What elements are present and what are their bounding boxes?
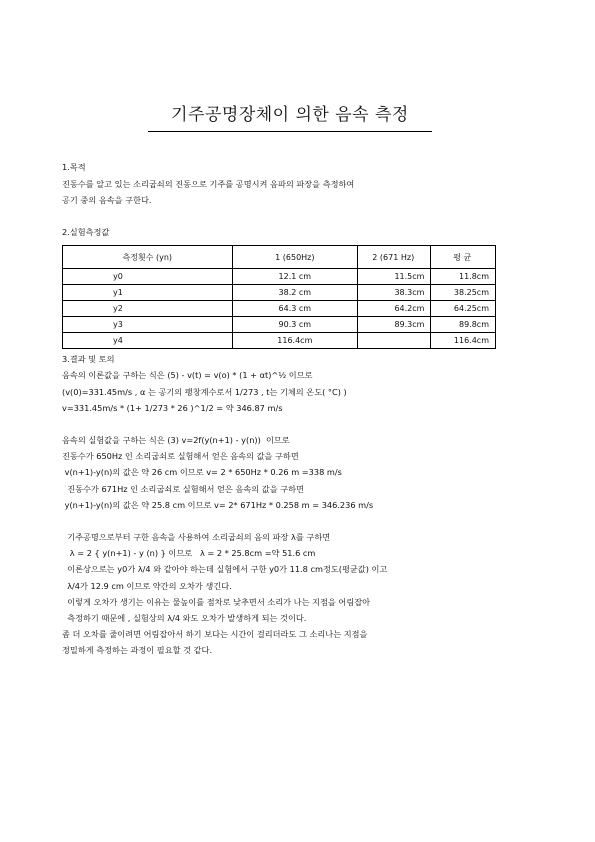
table-cell: 38.2 cm xyxy=(232,285,357,301)
results-line: 진동수가 671Hz 인 소리굽쇠로 실험해서 얻은 음속의 값을 구하면 xyxy=(62,484,304,494)
table-row xyxy=(63,285,496,301)
table-header-row xyxy=(63,246,496,269)
table-row xyxy=(63,317,496,333)
results-line: 좀 더 오차를 줄이려면 어림잡아서 하기 보다는 시간이 걸리더라도 그 소리나는 지점을 xyxy=(62,629,368,639)
table-row xyxy=(63,301,496,317)
purpose-heading: 1.목적 xyxy=(62,162,86,172)
results-line: (v(0)=331.45m/s , α 는 공기의 팽창계수로서 1/273 , t는 기체의 온도( °C) ) xyxy=(62,387,347,397)
table-header-cell: 2 (671 Hz) xyxy=(358,246,431,269)
table-cell: 38.25cm xyxy=(431,285,496,301)
results-line: v=331.45m/s * (1+ 1/273 * 26 )^1/2 = 약 346.87 m/s xyxy=(62,403,283,413)
table-cell: 11.5cm xyxy=(358,269,431,285)
table-cell: 12.1 cm xyxy=(232,269,357,285)
results-line: 음속의 이론값을 구하는 식은 (5) - v(t) = v(o) * (1 + αt)^½ 이므로 xyxy=(62,370,313,380)
data-heading: 2.실험측정값 xyxy=(62,227,110,237)
table-cell: 116.4cm xyxy=(232,333,357,349)
table-cell: y4 xyxy=(63,333,233,349)
table-cell: y1 xyxy=(63,285,233,301)
table-cell: 90.3 cm xyxy=(232,317,357,333)
table-cell: 89.3cm xyxy=(358,317,431,333)
table-cell: 64.2cm xyxy=(358,301,431,317)
table-header-cell: 1 (650Hz) xyxy=(232,246,357,269)
table-row xyxy=(63,333,496,349)
table-cell: 11.8cm xyxy=(431,269,496,285)
table-cell xyxy=(358,333,431,349)
results-line: λ = 2 { y(n+1) - y (n) } 이므로 λ = 2 * 25.8cm =약 51.6 cm xyxy=(62,548,316,558)
table-cell: 89.8cm xyxy=(431,317,496,333)
table-header-cell: 평 균 xyxy=(431,246,496,269)
measurement-table xyxy=(62,245,496,349)
table-cell: 64.3 cm xyxy=(232,301,357,317)
results-line: 진동수가 650Hz 인 소리굽쇠로 실험해서 얻은 음속의 값을 구하면 xyxy=(62,451,299,461)
results-line: 기주공명으로부터 구한 음속을 사용하여 소리굽쇠의 음의 파장 λ를 구하면 xyxy=(62,532,331,542)
results-line: 이렇게 오차가 생기는 이유는 물높이를 점차로 낮추면서 소리가 나는 지점을 어림잡아 xyxy=(62,597,371,607)
table-header-cell: 측정횟수 (yn) xyxy=(63,246,233,269)
results-line: λ/4가 12.9 cm 이므로 약간의 오차가 생긴다. xyxy=(62,581,232,591)
table-row xyxy=(63,269,496,285)
results-heading: 3.결과 및 토의 xyxy=(62,354,115,364)
table-cell: 64.25cm xyxy=(431,301,496,317)
table-cell: y2 xyxy=(63,301,233,317)
results-line: 정밀하게 측정하는 과정이 필요할 것 같다. xyxy=(62,645,213,655)
results-line: v(n+1)-y(n)의 값은 약 26 cm 이므로 v= 2 * 650Hz * 0.26 m =338 m/s xyxy=(62,467,342,477)
table-cell: 116.4cm xyxy=(431,333,496,349)
results-line: y(n+1)-y(n)의 값은 약 25.8 cm 이므로 v= 2* 671Hz * 0.258 m = 346.236 m/s xyxy=(62,500,374,510)
results-line: 측정하기 때문에 , 실험상의 λ/4 와도 오차가 발생하게 되는 것이다. xyxy=(62,613,307,623)
purpose-line: 공기 중의 음속을 구한다. xyxy=(62,195,152,205)
results-line: 음속의 실험값을 구하는 식은 (3) v=2f(y(n+1) - y(n)) 이므로 xyxy=(62,435,290,445)
document-title: 기주공명장체이 의한 음속 측정 xyxy=(148,100,432,132)
purpose-line: 진동수를 알고 있는 소리굽쇠의 진동으로 기주를 공명시켜 음파의 파장을 측정하여 xyxy=(62,179,355,189)
table-cell: y0 xyxy=(63,269,233,285)
table-cell: y3 xyxy=(63,317,233,333)
results-line: 이론상으로는 y0가 λ/4 와 같아야 하는데 실험에서 구한 y0가 11.8 cm정도(평균값) 이고 xyxy=(62,564,388,574)
table-cell: 38.3cm xyxy=(358,285,431,301)
